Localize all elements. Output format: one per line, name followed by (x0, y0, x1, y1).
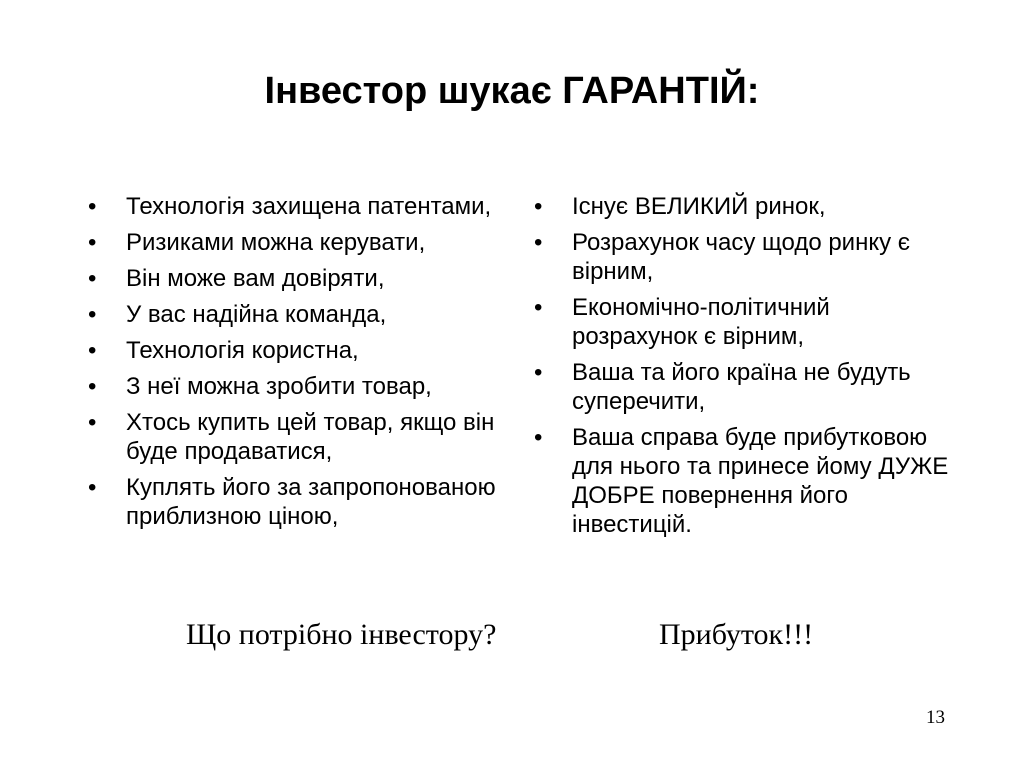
investor-answer: Прибуток!!! (659, 618, 814, 651)
bullet-icon: • (88, 301, 97, 328)
list-item (80, 372, 500, 401)
list-item (80, 408, 500, 466)
list-item (526, 358, 956, 416)
bullet-icon: • (534, 424, 543, 451)
bullet-icon: • (88, 373, 97, 400)
list-item (80, 264, 500, 293)
slide-title: Інвестор шукає ГАРАНТІЙ: (264, 70, 760, 112)
list-item-text: Ризиками можна керувати, (126, 229, 426, 256)
list-item-text: Хтось купить цей товар, якщо він буде продаватися, (126, 409, 495, 465)
list-item (80, 300, 500, 329)
bullet-icon: • (534, 193, 543, 220)
list-item (526, 423, 956, 539)
list-item-text: Розрахунок часу щодо ринку є вірним, (572, 229, 911, 285)
bullet-icon: • (88, 193, 97, 220)
bullet-icon: • (88, 337, 97, 364)
page-number: 13 (926, 707, 945, 728)
list-item (80, 192, 500, 221)
list-item (80, 228, 500, 257)
left-bullet-list (80, 192, 500, 538)
list-item-text: Ваша та його країна не будуть суперечити, (572, 359, 911, 415)
list-item-text: З неї можна зробити товар, (126, 373, 432, 400)
list-item-text: Ваша справа буде прибутковою для нього та принесе йому ДУЖЕ ДОБРЕ повернення його інвестицій. (572, 424, 949, 538)
list-item-text: Економічно-політичний розрахунок є вірним, (572, 294, 830, 350)
bullet-icon: • (534, 294, 543, 321)
right-bullet-list (526, 192, 956, 546)
bullet-icon: • (88, 229, 97, 256)
list-item (80, 473, 500, 531)
list-item-text: У вас надійна команда, (126, 301, 387, 328)
bullet-icon: • (88, 409, 97, 436)
bullet-icon: • (534, 359, 543, 386)
list-item-text: Він може вам довіряти, (126, 265, 385, 292)
list-item (526, 228, 956, 286)
investor-question: Що потрібно інвестору? (186, 618, 497, 651)
bullet-icon: • (88, 265, 97, 292)
bullet-icon: • (534, 229, 543, 256)
list-item (80, 336, 500, 365)
list-item (526, 192, 956, 221)
list-item-text: Куплять його за запропонованою приблизною ціною, (126, 474, 496, 530)
bullet-icon: • (88, 474, 97, 501)
list-item (526, 293, 956, 351)
list-item-text: Технологія захищена патентами, (126, 193, 492, 220)
list-item-text: Технологія користна, (126, 337, 359, 364)
list-item-text: Існує ВЕЛИКИЙ ринок, (572, 193, 826, 220)
